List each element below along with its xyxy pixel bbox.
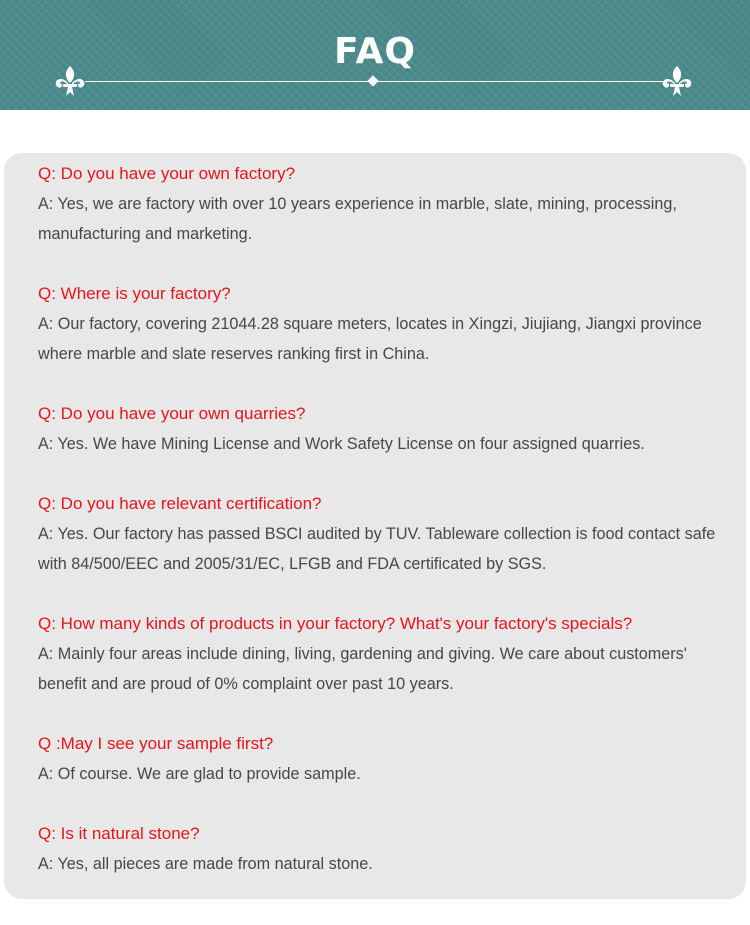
page-title: FAQ [334, 31, 416, 72]
fleur-de-lis-icon [657, 62, 697, 102]
faq-answer: A: Yes. We have Mining License and Work Safety License on four assigned quarries. [38, 435, 645, 453]
faq-item [38, 729, 726, 789]
faq-question: Q: How many kinds of products in your factory? What's your factory's specials? [38, 614, 633, 633]
faq-question: Q: Is it natural stone? [38, 824, 200, 843]
faq-item [38, 399, 726, 459]
faq-item [38, 609, 726, 699]
faq-question: Q: Where is your factory? [38, 284, 231, 303]
faq-answer: A: Mainly four areas include dining, living, gardening and giving. We care about customers' benefit and are proud of 0% complaint over past 10 years. [38, 645, 687, 693]
faq-question: Q: Do you have your own quarries? [38, 404, 306, 423]
faq-answer: A: Of course. We are glad to provide sample. [38, 765, 361, 783]
faq-answer: A: Our factory, covering 21044.28 square meters, locates in Xingzi, Jiujiang, Jiangxi province where marble and slate reserves ranking first in China. [38, 315, 702, 363]
faq-question: Q: Do you have your own factory? [38, 164, 296, 183]
faq-item [38, 819, 726, 879]
faq-item [38, 489, 726, 579]
faq-item [38, 159, 726, 249]
faq-question: Q :May I see your sample first? [38, 734, 274, 753]
faq-answer: A: Yes, all pieces are made from natural stone. [38, 855, 373, 873]
faq-answer: A: Yes, we are factory with over 10 years experience in marble, slate, mining, processing, manufacturing and marketing. [38, 195, 677, 243]
faq-item [38, 279, 726, 369]
divider-diamond-icon [367, 75, 378, 86]
faq-answer: A: Yes. Our factory has passed BSCI audited by TUV. Tableware collection is food contact safe with 84/500/EEC and 2005/31/EC, LFGB and FDA certificated by SGS. [38, 525, 716, 573]
faq-banner [0, 0, 750, 110]
faq-panel [4, 153, 746, 899]
faq-question: Q: Do you have relevant certification? [38, 494, 322, 513]
